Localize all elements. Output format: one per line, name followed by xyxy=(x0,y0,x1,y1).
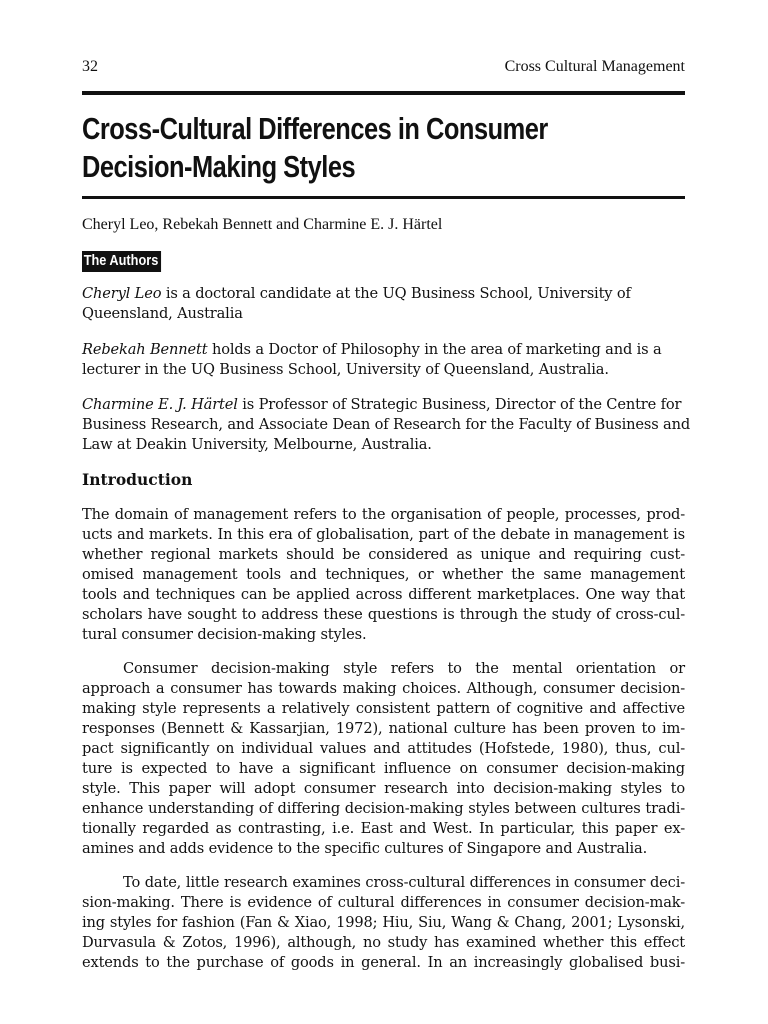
author-entry: Rebekah Bennett holds a Doctor of Philosophy in the area of marketing and is a lecturer in the UQ Business School, University of Queensland, Australia. xyxy=(82,341,662,378)
article-title xyxy=(82,110,689,186)
author-name: Cheryl Leo xyxy=(82,285,162,302)
page-number: 32 xyxy=(82,58,98,75)
byline: Cheryl Leo, Rebekah Bennett and Charmine E. J. Härtel xyxy=(82,216,443,233)
title-line-1: Cross-Cultural Differences in Consumer xyxy=(82,111,548,146)
title-line-2: Decision-Making Styles xyxy=(82,149,356,184)
author-name: Rebekah Bennett xyxy=(82,341,208,358)
author-entry: Charmine E. J. Härtel is Professor of Strategic Business, Director of the Centre for Business Research, and Associate Dean of Research for the Faculty of Business and Law at Deakin University, Melbourne, Australia. xyxy=(82,396,691,453)
top-rule xyxy=(82,91,685,95)
paragraph-3: To date, little research examines cross-cultural differences in consumer deci- sion-making. There is evidence of cultural differences in consumer decision-mak- ing styles for fashion (Fan & Xiao, 1998; Hiu, Siu, Wang & Chang, 2001; Lysonski, Durvasula & Zotos, 1996), although, no study has examined whether this effect extends to the purchase of goods in general. In an increasingly globalised busi- xyxy=(82,874,685,971)
paragraph-1: The domain of management refers to the organisation of people, processes, prod- ucts and markets. In this era of globalisation, part of the debate in management is whether regional markets should be considered as unique and requiring cust- omised management tools and techniques, or whether the same management tools and techniques can be applied across different marketplaces. One way that scholars have sought to address these questions is through the study of cross-cul- tural consumer decision-making styles. xyxy=(82,506,685,643)
paragraph-2: Consumer decision-making style refers to the mental orientation or approach a consumer has towards making choices. Although, consumer decision- making style represents a relatively consistent pattern of cognitive and affective responses (Bennett & Kassarjian, 1972), national culture has been proven to im- pact significantly on individual values and attitudes (Hofstede, 1980), thus, cul- ture is expected to have a significant influence on consumer decision-making style. This paper will adopt consumer research into decision-making styles to enhance understanding of differing decision-making styles between cultures tradi- tionally regarded as contrasting, i.e. East and West. In particular, this paper ex- amines and adds evidence to the specific cultures of Singapore and Australia. xyxy=(82,660,685,857)
bottom-rule xyxy=(82,196,685,199)
authors-label: The Authors xyxy=(82,251,161,272)
author-entry: Cheryl Leo is a doctoral candidate at the UQ Business School, University of Queensland, Australia xyxy=(82,285,631,322)
section-heading-introduction: Introduction xyxy=(82,470,193,489)
author-name: Charmine E. J. Härtel xyxy=(82,396,238,413)
journal-name: Cross Cultural Management xyxy=(504,58,685,75)
running-head xyxy=(82,56,685,78)
